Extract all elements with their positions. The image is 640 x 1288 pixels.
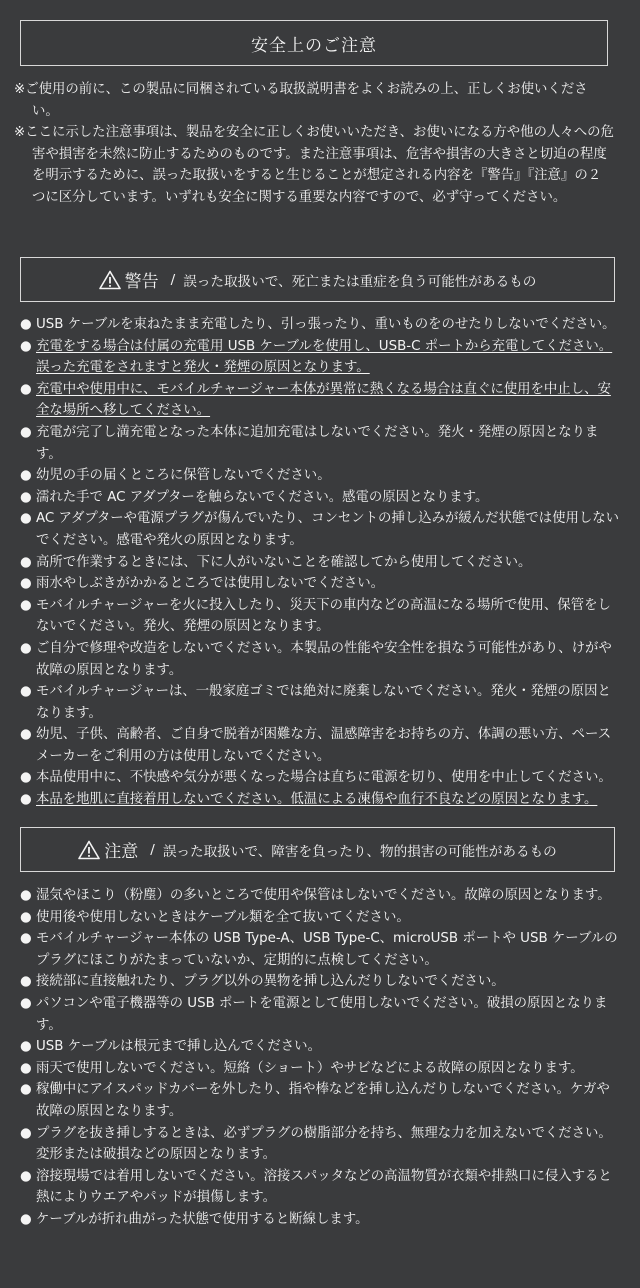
bullet-icon: ● — [20, 974, 32, 990]
list-item — [20, 465, 620, 487]
warning-triangle-icon — [99, 270, 121, 290]
list-item — [20, 638, 620, 681]
warning-header — [20, 257, 615, 302]
bullet-icon: ● — [20, 489, 32, 505]
bullet-icon: ● — [20, 468, 32, 484]
bullet-icon: ● — [20, 1211, 32, 1227]
list-item-text: ケーブルが折れ曲がった状態で使用すると断線します。 — [36, 1211, 369, 1227]
list-item — [20, 552, 620, 574]
list-item-text: 濡れた手で AC アダプターを触らないでください。感電の原因となります。 — [36, 489, 489, 505]
list-item-text: AC アダプターや電源プラグが傷んでいたり、コンセントの挿し込みが緩んだ状態では使用しないでください。感電や発火の原因となります。 — [36, 511, 620, 548]
list-item-text: 充電をする場合は付属の充電用 USB ケーブルを使用し、USB-C ポートから充電してください。誤った充電をされますと発火・発煙の原因となります。 — [36, 338, 613, 376]
bullet-icon: ● — [20, 1082, 32, 1098]
list-item — [20, 487, 620, 509]
warning-description: 誤った取扱いで、死亡または重症を負う可能性があるもの — [183, 273, 537, 290]
bullet-icon: ● — [20, 640, 32, 656]
header-slash: / — [150, 841, 155, 858]
list-item-text: 接続部に直接触れたり、プラグ以外の異物を挿し込んだりしないでください。 — [36, 974, 505, 990]
list-item — [20, 767, 620, 789]
warning-list — [20, 314, 620, 811]
list-item — [20, 993, 620, 1036]
list-item-text: 本品使用中に、不快感や気分が悪くなった場合は直ちに電源を切り、使用を中止してください。 — [36, 770, 612, 786]
bullet-icon: ● — [20, 381, 32, 397]
list-item-text: 稼働中にアイスパッドカバーを外したり、指や棒などを挿し込んだりしないでください。ケガや故障の原因となります。 — [36, 1082, 610, 1119]
list-item — [20, 1209, 620, 1231]
list-item — [20, 508, 620, 551]
caution-header — [20, 827, 615, 872]
list-item-text: USB ケーブルを束ねたまま充電したり、引っ張ったり、重いものをのせたりしないでください。 — [36, 317, 616, 332]
list-item-text: 充電中や使用中に、モバイルチャージャー本体が異常に熱くなる場合は直ぐに使用を中止し、安全な場所へ移してください。 — [36, 381, 611, 419]
list-item — [20, 885, 620, 907]
list-item-text: USB ケーブルは根元まで挿し込んでください。 — [36, 1039, 321, 1055]
list-item-text: 高所で作業するときには、下に人がいないことを確認してから使用してください。 — [36, 554, 532, 570]
list-item-text: モバイルチャージャーを火に投入したり、災天下の車内などの高温になる場所で使用、保管をしないでください。発火、発煙の原因となります。 — [36, 597, 611, 635]
caution-list — [20, 885, 620, 1231]
list-item — [20, 314, 620, 336]
list-item-text: 溶接現場では着用しないでください。溶接スパッタなどの高温物質が衣類や排熱口に侵入すると熱によりウエアやパッドが損傷します。 — [36, 1168, 612, 1206]
list-item — [20, 422, 620, 465]
caution-label: 注意 — [104, 842, 139, 862]
intro-note: ※ここに示した注意事項は、製品を安全に正しくお使いいただき、お使いになる方や他の人々への危害や損害を未然に防止するためのものです。また注意事項は、危害や損害の大きさと切迫の程度を明示するために、誤った取扱いをすると生じることが想定される内容を『警告』『注意』の２つに区分しています。いずれも安全に関する重要な内容ですので、必ず守ってください。 — [14, 125, 614, 205]
warning-triangle-icon — [78, 840, 100, 860]
bullet-icon: ● — [20, 684, 32, 700]
list-item — [20, 724, 620, 767]
list-item-text: 幼児の手の届くところに保管しないでください。 — [36, 468, 331, 484]
header-slash: / — [170, 271, 176, 288]
list-item — [20, 573, 620, 595]
list-item-text: モバイルチャージャーは、一般家庭ゴミでは絶対に廃棄しないでください。発火・発煙の原因となります。 — [36, 684, 611, 721]
bullet-icon: ● — [20, 597, 32, 613]
list-item — [20, 928, 620, 971]
list-item — [20, 379, 620, 422]
list-item — [20, 907, 620, 929]
list-item-text: 充電が完了し満充電となった本体に追加充電はしないでください。発火・発煙の原因となります。 — [36, 424, 599, 462]
bullet-icon: ● — [20, 424, 32, 440]
list-item-text: 幼児、子供、高齢者、ご自身で脱着が困難な方、温感障害をお持ちの方、体調の悪い方、ペースメーカーをご利用の方は使用しないでください。 — [36, 727, 612, 764]
bullet-icon: ● — [20, 995, 32, 1011]
list-item-text: プラグを抜き挿しするときは、必ずプラグの樹脂部分を持ち、無理な力を加えないでください。変形または破損などの原因となります。 — [36, 1125, 612, 1163]
list-item — [20, 971, 620, 993]
bullet-icon: ● — [20, 317, 32, 332]
list-item — [20, 336, 620, 379]
bullet-icon: ● — [20, 576, 32, 592]
bullet-icon: ● — [20, 1125, 32, 1141]
bullet-icon: ● — [20, 1060, 32, 1076]
list-item-text: モバイルチャージャー本体の USB Type-A、USB Type-C、microUSB ポートや USB ケーブルのプラグにほこりがたまっていないか、定期的に点検してください。 — [36, 931, 618, 968]
caution-description: 誤った取扱いで、障害を負ったり、物的損害の可能性があるもの — [162, 843, 557, 860]
bullet-icon: ● — [20, 554, 32, 570]
bullet-icon: ● — [20, 727, 32, 743]
list-item-text: 使用後や使用しないときはケーブル類を全て抜いてください。 — [36, 909, 410, 925]
page-title — [20, 20, 608, 66]
bullet-icon: ● — [20, 770, 32, 786]
list-item — [20, 789, 620, 811]
list-item-text: 本品を地肌に直接着用しないでください。低温による凍傷や血行不良などの原因となります。 — [36, 792, 598, 808]
bullet-icon: ● — [20, 888, 32, 903]
bullet-icon: ● — [20, 1039, 32, 1055]
list-item — [20, 1123, 620, 1166]
list-item-text: パソコンや電子機器等の USB ポートを電源として使用しないでください。破損の原因となります。 — [36, 995, 608, 1033]
list-item — [20, 1079, 620, 1122]
bullet-icon: ● — [20, 511, 32, 527]
intro-notes — [14, 79, 614, 209]
list-item-text: 雨水やしぶきがかかるところでは使用しないでください。 — [36, 576, 385, 592]
bullet-icon: ● — [20, 909, 32, 925]
list-item — [20, 595, 620, 638]
bullet-icon: ● — [20, 338, 32, 354]
intro-note: ※ご使用の前に、この製品に同梱されている取扱説明書をよくお読みの上、正しくお使いください。 — [14, 82, 588, 119]
list-item-text: 雨天で使用しないでください。短絡（ショート）やサビなどによる故障の原因となります。 — [36, 1060, 584, 1076]
warning-label: 警告 — [124, 272, 159, 292]
list-item — [20, 1166, 620, 1209]
list-item-text: 湿気やほこり（粉塵）の多いところで使用や保管はしないでください。故障の原因となります。 — [36, 888, 611, 903]
bullet-icon: ● — [20, 1168, 32, 1184]
bullet-icon: ● — [20, 931, 32, 947]
page-title-text: 安全上のご注意 — [251, 35, 377, 56]
list-item — [20, 1058, 620, 1080]
list-item — [20, 1036, 620, 1058]
list-item — [20, 681, 620, 724]
list-item-text: ご自分で修理や改造をしないでください。本製品の性能や安全性を損なう可能性があり、けがや故障の原因となります。 — [36, 640, 612, 678]
bullet-icon: ● — [20, 792, 32, 808]
